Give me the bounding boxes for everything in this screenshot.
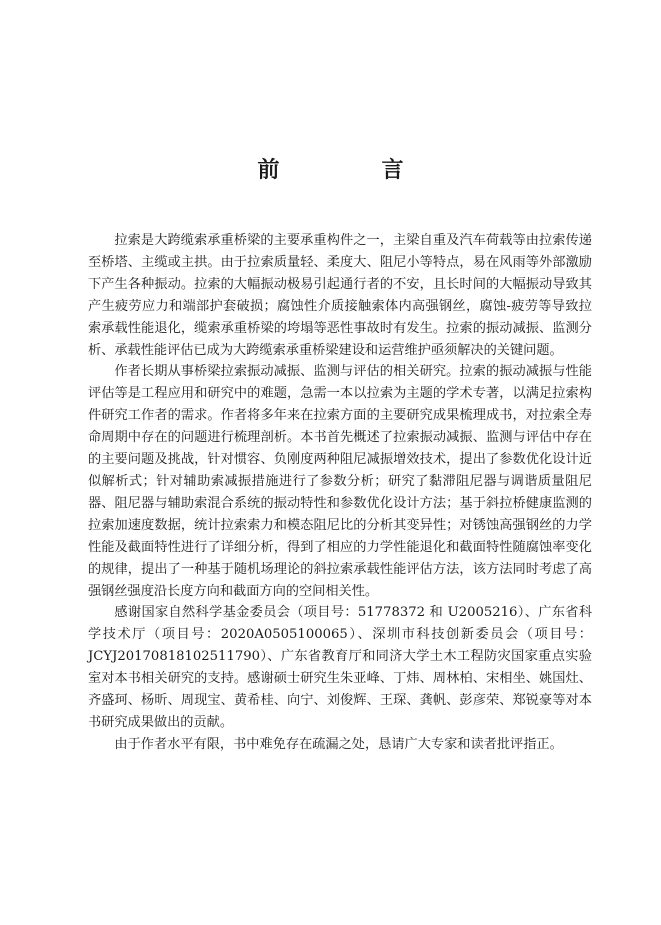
- paragraph-acknowledgements: 感谢国家自然科学基金委员会（项目号：51778372 和 U2005216）、广东省科学技术厅（项目号：2020A0505100065）、深圳市科技创新委员会（项目号：JCYJ20170818102511790）、广东省教育厅和同济大学土木工程防灾国家重点实验室对本书相关研究的支持。感谢硕士研究生朱亚峰、丁炜、周林柏、宋相坐、姚国灶、齐盛珂、杨昕、周现宝、黄希桂、向宁、刘俊辉、王琛、龚帆、彭彦荣、郑锐豪等对本书研究成果做出的贡献。: [88, 605, 592, 730]
- paragraph-intro: 拉索是大跨缆索承重桥梁的主要承重构件之一，主梁自重及汽车荷载等由拉索传递至桥塔、主缆或主拱。由于拉索质量轻、柔度大、阻尼小等特点，易在风雨等外部激励下产生各种振动。拉索的大幅振动极易引起通行者的不安，且长时间的大幅振动导致其产生疲劳应力和端部护套破损；腐蚀性介质接触索体内高强钢丝，腐蚀-疲劳等导致拉索承载性能退化，缆索承重桥梁的垮塌等恶性事故时有发生。拉索的振动减振、监测分析、承载性能评估已成为大跨缆索承重桥梁建设和运营维护亟须解决的关键问题。: [88, 233, 592, 358]
- preface-body: [88, 230, 592, 756]
- paragraph-closing: 由于作者水平有限，书中难免存在疏漏之处，恳请广大专家和读者批评指正。: [114, 736, 563, 752]
- page-title: 前 言: [257, 157, 444, 183]
- paragraph-research: 作者长期从事桥梁拉索振动减振、监测与评估的相关研究。拉索的振动减振与性能评估等是工程应用和研究中的难题，急需一本以拉索为主题的学术专著，以满足拉索构件研究工作者的需求。作者将多年来在拉索方面的主要研究成果梳理成书，对拉索全寿命周期中存在的问题进行梳理剖析。本书首先概述了拉索振动减振、监测与评估中存在的主要问题及挑战，针对惯容、负刚度两种阻尼减振增效技术，提出了参数优化设计近似解析式；针对辅助索减振措施进行了参数分析；研究了黏滞阻尼器与调谐质量阻尼器、阻尼器与辅助索混合系统的振动特性和参数优化设计方法；基于斜拉桥健康监测的拉索加速度数据，统计拉索索力和模态阻尼比的分析其变异性；对锈蚀高强钢丝的力学性能及截面特性进行了详细分析，得到了相应的力学性能退化和截面特性随腐蚀率变化的规律，提出了一种基于随机场理论的斜拉索承载性能评估方法，该方法同时考虑了高强钢丝强度沿长度方向和截面方向的空间相关性。: [88, 364, 592, 599]
